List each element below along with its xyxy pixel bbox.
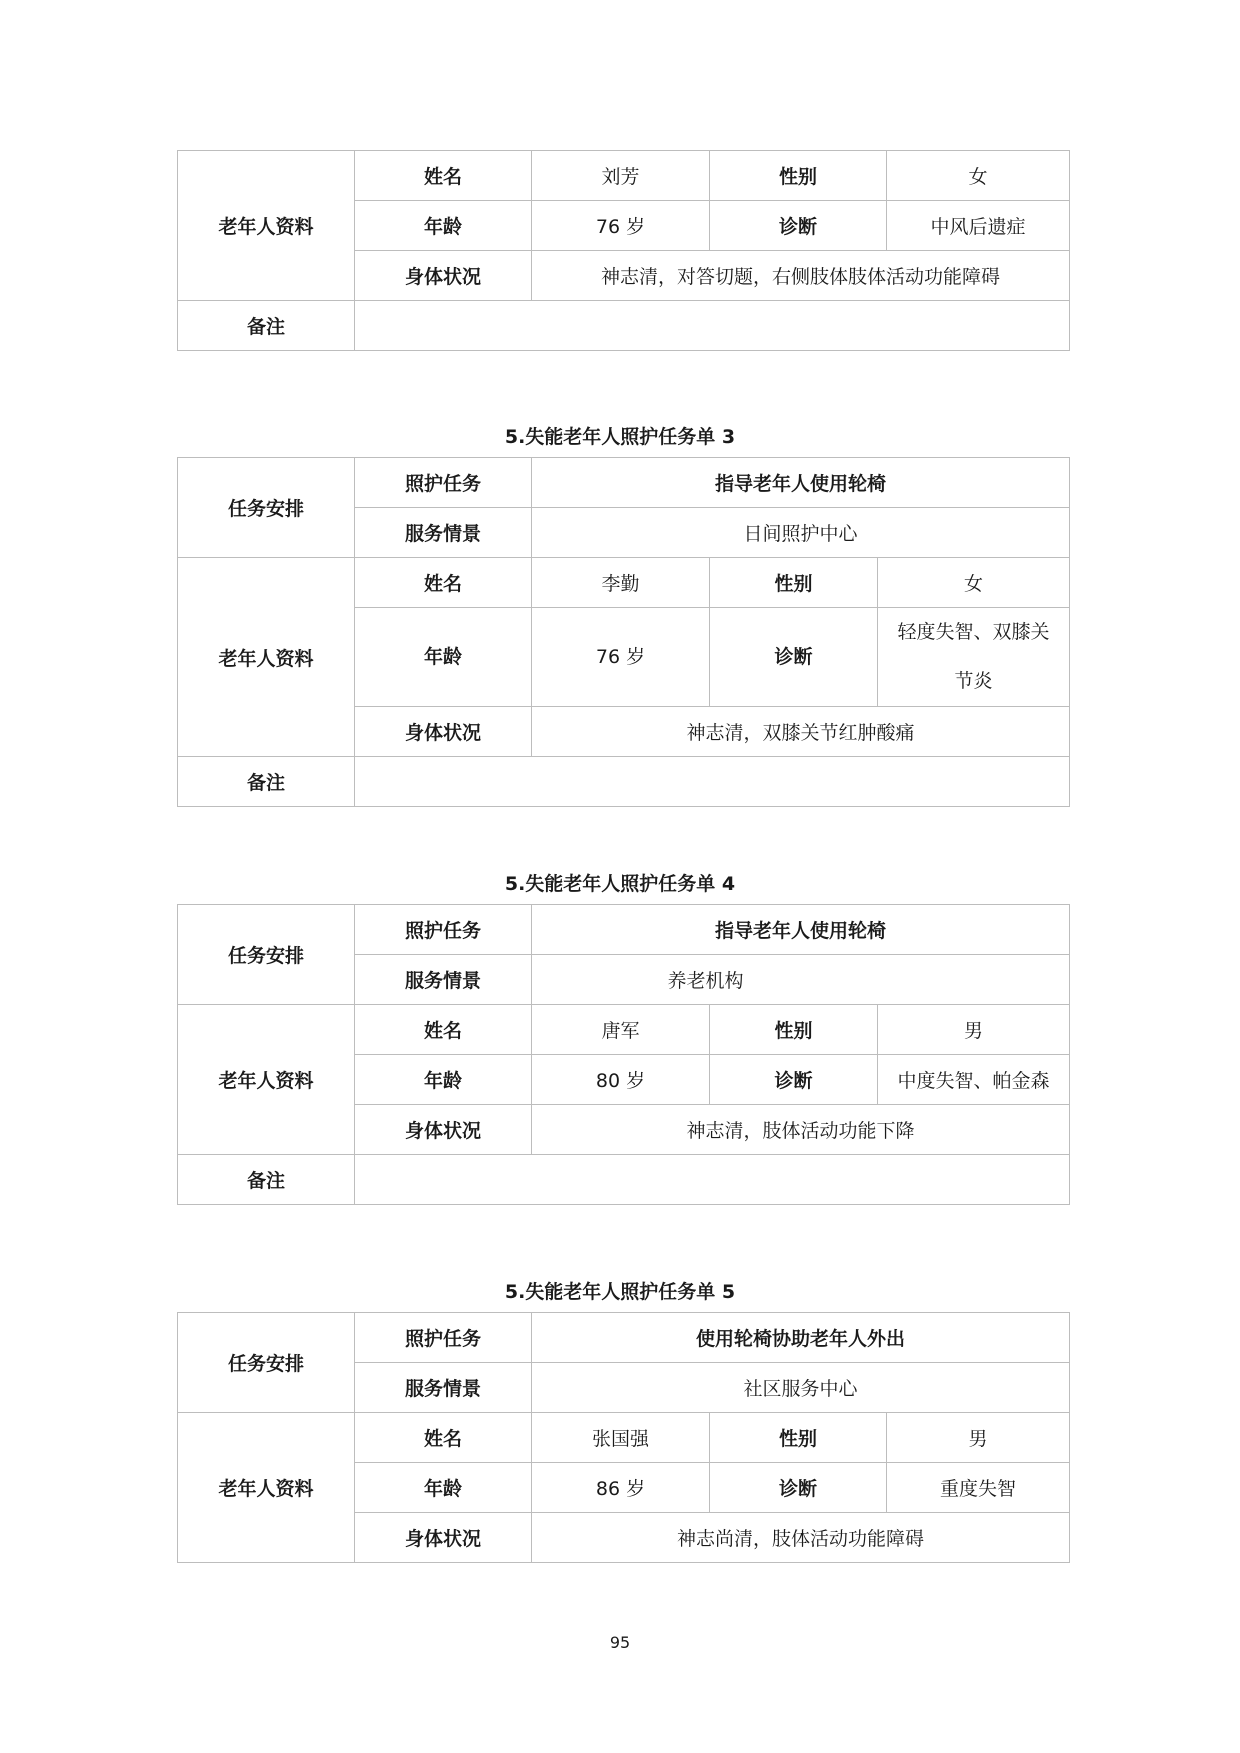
name-value: 张国强	[532, 1413, 710, 1463]
service-scene-label: 服务情景	[355, 508, 532, 558]
service-scene-label: 服务情景	[355, 1363, 532, 1413]
gender-label: 性别	[710, 1413, 887, 1463]
name-value: 李勤	[532, 558, 710, 608]
elder-info-label: 老年人资料	[178, 151, 355, 301]
physical-condition-label: 身体状况	[355, 1513, 532, 1563]
gender-value: 男	[887, 1413, 1070, 1463]
name-label: 姓名	[355, 1413, 532, 1463]
physical-condition-label: 身体状况	[355, 1105, 532, 1155]
age-value: 76 岁	[532, 201, 710, 251]
name-value: 唐军	[532, 1005, 710, 1055]
diagnosis-label: 诊断	[710, 1463, 887, 1513]
care-form-top	[177, 150, 1070, 351]
physical-condition-label: 身体状况	[355, 707, 532, 757]
elder-info-label: 老年人资料	[178, 1413, 355, 1563]
physical-condition-value: 神志清，肢体活动功能下降	[532, 1105, 1070, 1155]
care-task-value: 指导老年人使用轮椅	[532, 905, 1070, 955]
service-scene-value: 养老机构	[532, 955, 1070, 1005]
physical-condition-value: 神志尚清，肢体活动功能障碍	[532, 1513, 1070, 1563]
service-scene-value: 社区服务中心	[532, 1363, 1070, 1413]
name-label: 姓名	[355, 151, 532, 201]
elder-info-label: 老年人资料	[178, 1005, 355, 1155]
task-arrangement-label: 任务安排	[178, 458, 355, 558]
age-label: 年龄	[355, 201, 532, 251]
care-form-3	[177, 457, 1070, 807]
diagnosis-label: 诊断	[710, 201, 887, 251]
age-value: 86 岁	[532, 1463, 710, 1513]
diagnosis-value: 轻度失智、双膝关节炎	[878, 608, 1070, 707]
age-label: 年龄	[355, 1463, 532, 1513]
name-label: 姓名	[355, 1005, 532, 1055]
elder-info-label: 老年人资料	[178, 558, 355, 757]
care-task-label: 照护任务	[355, 1313, 532, 1363]
care-task-value: 指导老年人使用轮椅	[532, 458, 1070, 508]
gender-label: 性别	[710, 151, 887, 201]
care-task-label: 照护任务	[355, 905, 532, 955]
remarks-label: 备注	[178, 1155, 355, 1205]
form5-title: 5.失能老年人照护任务单 5	[504, 1281, 736, 1303]
care-form-4	[177, 904, 1070, 1205]
gender-label: 性别	[710, 558, 878, 608]
service-scene-label: 服务情景	[355, 955, 532, 1005]
gender-label: 性别	[710, 1005, 878, 1055]
diagnosis-value: 中风后遗症	[887, 201, 1070, 251]
gender-value: 女	[887, 151, 1070, 201]
remarks-value	[355, 1155, 1070, 1205]
form3-title: 5.失能老年人照护任务单 3	[504, 426, 736, 448]
diagnosis-value: 中度失智、帕金森	[878, 1055, 1070, 1105]
physical-condition-value: 神志清，对答切题，右侧肢体肢体活动功能障碍	[532, 251, 1070, 301]
care-task-label: 照护任务	[355, 458, 532, 508]
name-value: 刘芳	[532, 151, 710, 201]
age-value: 76 岁	[532, 608, 710, 707]
task-arrangement-label: 任务安排	[178, 905, 355, 1005]
diagnosis-label: 诊断	[710, 608, 878, 707]
remarks-label: 备注	[178, 757, 355, 807]
task-arrangement-label: 任务安排	[178, 1313, 355, 1413]
name-label: 姓名	[355, 558, 532, 608]
remarks-value	[355, 757, 1070, 807]
physical-condition-value: 神志清，双膝关节红肿酸痛	[532, 707, 1070, 757]
service-scene-value: 日间照护中心	[532, 508, 1070, 558]
care-form-5	[177, 1312, 1070, 1563]
physical-condition-label: 身体状况	[355, 251, 532, 301]
gender-value: 女	[878, 558, 1070, 608]
age-value: 80 岁	[532, 1055, 710, 1105]
remarks-value	[355, 301, 1070, 351]
diagnosis-label: 诊断	[710, 1055, 878, 1105]
diagnosis-value: 重度失智	[887, 1463, 1070, 1513]
age-label: 年龄	[355, 608, 532, 707]
age-label: 年龄	[355, 1055, 532, 1105]
form4-title: 5.失能老年人照护任务单 4	[504, 873, 736, 895]
gender-value: 男	[878, 1005, 1070, 1055]
care-task-value: 使用轮椅协助老年人外出	[532, 1313, 1070, 1363]
page-number: 95	[609, 1633, 631, 1652]
remarks-label: 备注	[178, 301, 355, 351]
